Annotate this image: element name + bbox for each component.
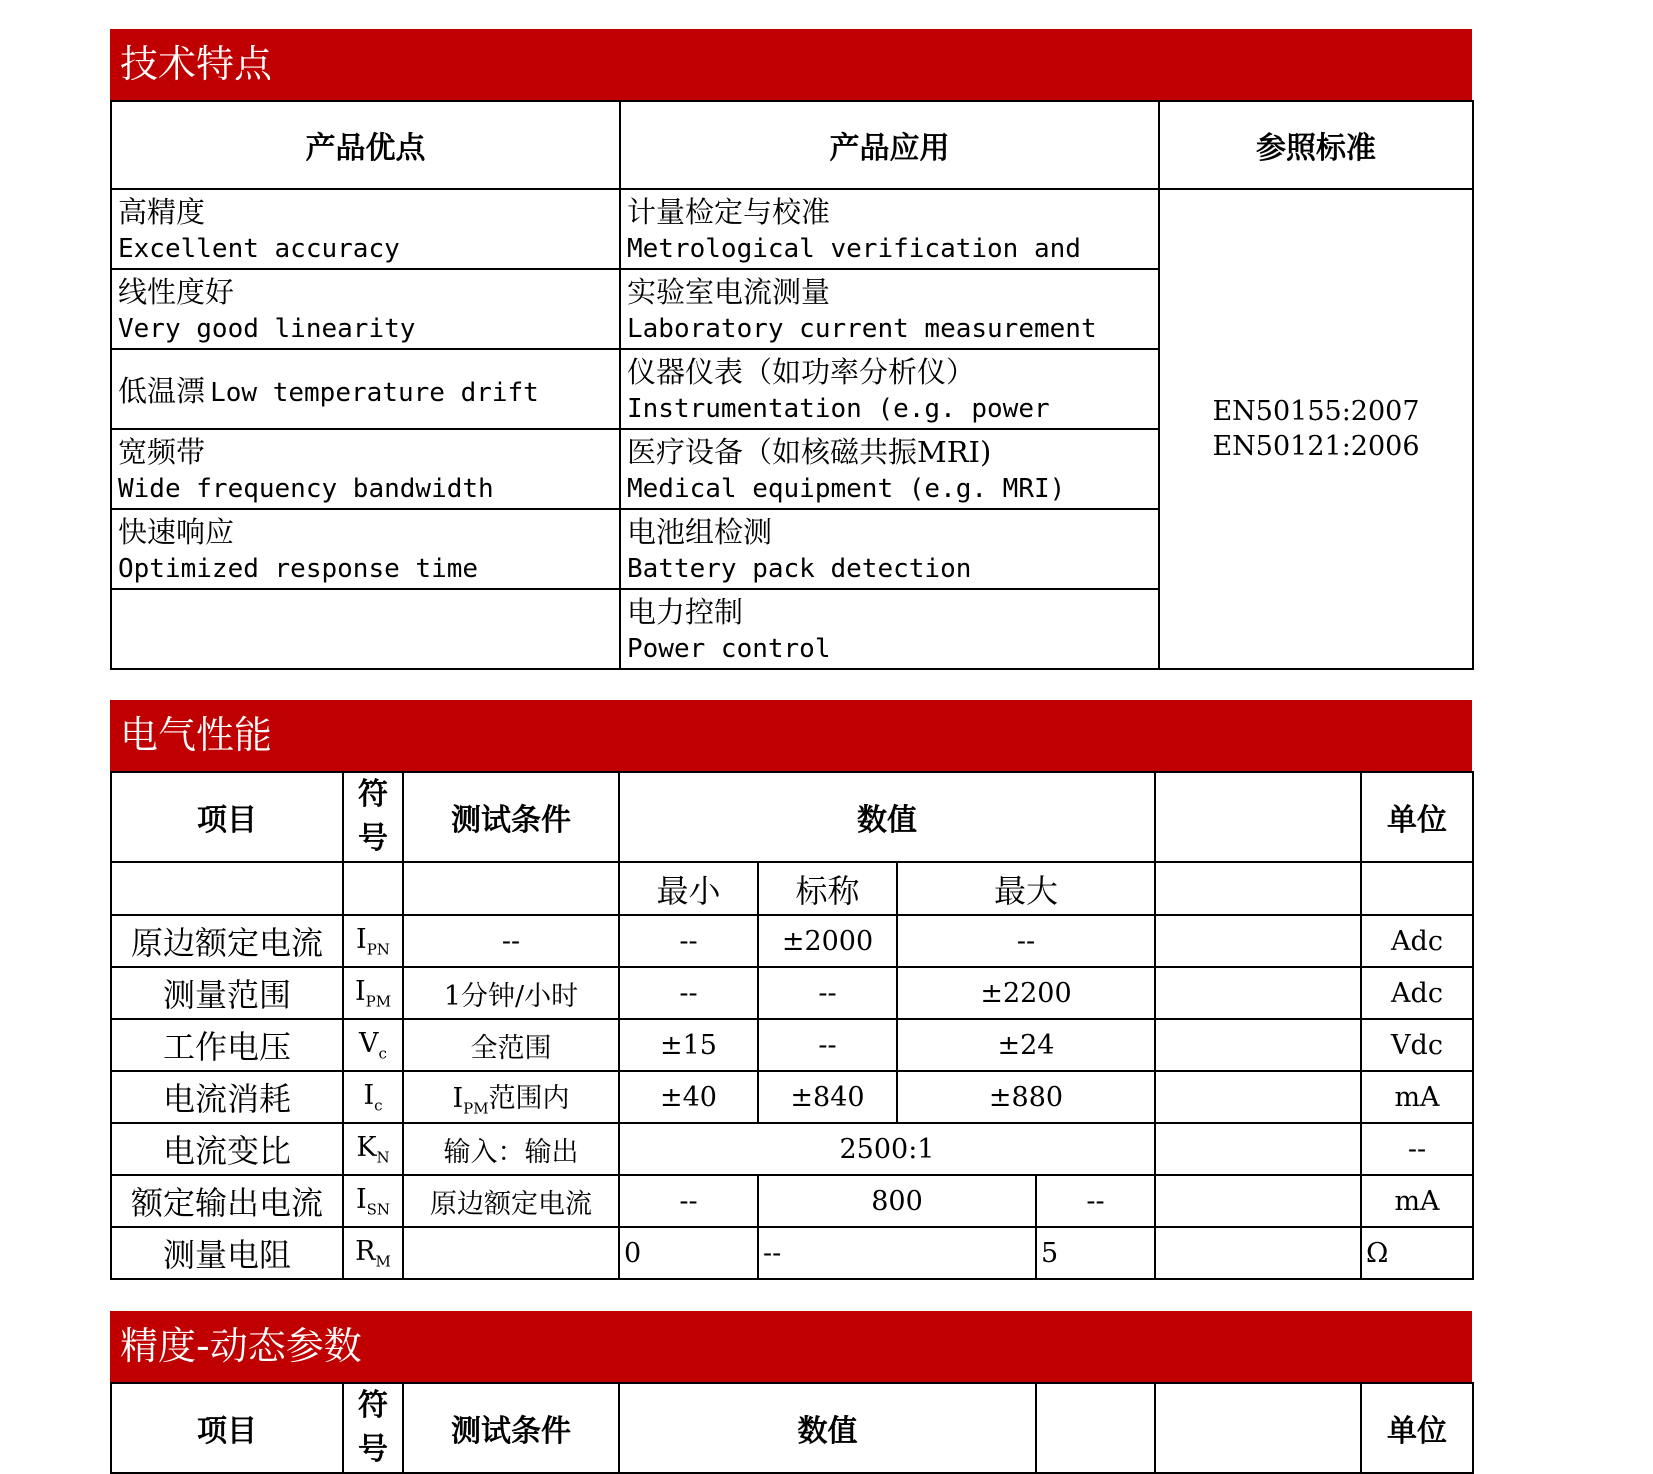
row-item: 测量电阻 (111, 1227, 343, 1279)
symbol-base: I (356, 923, 367, 955)
symbol-sub: PN (366, 940, 390, 959)
electrical-table (110, 771, 1474, 1280)
advantage-cell (111, 349, 620, 429)
advantage-en: Wide frequency bandwidth (118, 474, 494, 504)
advantage-en: Very good linearity (118, 314, 416, 344)
symbol-base: R (355, 1235, 376, 1267)
application-cell (620, 349, 1159, 429)
accuracy-table (110, 1382, 1474, 1474)
application-zh: 电力控制 (627, 595, 744, 629)
row-unit: Adc (1361, 967, 1473, 1019)
row-min: ±15 (619, 1019, 758, 1071)
header-condition: 测试条件 (403, 1383, 619, 1473)
header-unit: 单位 (1361, 772, 1473, 862)
empty-cell (1361, 862, 1473, 915)
row-symbol (343, 1227, 403, 1279)
application-en: Laboratory current measurement (627, 314, 1097, 344)
advantage-zh: 低温漂 (118, 373, 206, 408)
header-symbol-2: 号 (358, 1432, 388, 1467)
standards-cell (1159, 189, 1473, 669)
row-unit: -- (1361, 1123, 1473, 1175)
row-min: -- (619, 967, 758, 1019)
application-cell (620, 189, 1159, 269)
table-row (111, 1123, 1473, 1175)
header-symbol-1: 符 (358, 777, 388, 812)
standard-2: EN50121:2006 (1212, 431, 1420, 462)
application-en: Metrological verification and (627, 234, 1081, 264)
cond-suffix: 范围内 (488, 1083, 570, 1115)
cond-sub: PM (463, 1099, 489, 1118)
header-blank (1155, 772, 1361, 862)
header-item: 项目 (111, 1383, 343, 1473)
row-condition: 全范围 (403, 1019, 619, 1071)
application-en: Medical equipment (e.g. MRI) (627, 474, 1066, 504)
application-cell (620, 429, 1159, 509)
header-value: 数值 (619, 1383, 1036, 1473)
symbol-base: V (359, 1027, 379, 1059)
symbol-base: I (355, 1183, 367, 1215)
table-row (111, 1227, 1473, 1279)
advantage-zh: 线性度好 (118, 275, 235, 309)
table-row (111, 1019, 1473, 1071)
header-standards: 参照标准 (1159, 101, 1473, 189)
header-unit: 单位 (1361, 1383, 1473, 1473)
row-nom: -- (758, 967, 897, 1019)
row-min: -- (619, 1175, 758, 1227)
table-row (111, 1175, 1473, 1227)
symbol-sub: c (378, 1044, 387, 1063)
application-zh: 电池组检测 (627, 515, 773, 549)
row-item: 额定输出电流 (111, 1175, 343, 1227)
empty-cell (343, 862, 403, 915)
standard-1: EN50155:2007 (1212, 396, 1420, 427)
empty-cell (1155, 1175, 1361, 1227)
row-nom: ±2000 (758, 915, 897, 967)
header-symbol-1: 符 (358, 1388, 388, 1423)
header-blank (1155, 1383, 1361, 1473)
empty-cell (111, 589, 620, 669)
row-symbol (343, 915, 403, 967)
application-cell (620, 509, 1159, 589)
empty-cell (403, 862, 619, 915)
advantage-zh: 高精度 (118, 195, 206, 229)
header-item: 项目 (111, 772, 343, 862)
row-nom: -- (758, 1019, 897, 1071)
subheader-max: 最大 (897, 862, 1155, 915)
section-title-electrical: 电气性能 (110, 700, 1472, 771)
application-zh: 计量检定与校准 (627, 195, 831, 229)
row-symbol (343, 967, 403, 1019)
header-symbol (343, 1383, 403, 1473)
application-cell (620, 269, 1159, 349)
header-advantages: 产品优点 (111, 101, 620, 189)
advantage-cell (111, 269, 620, 349)
section-title-accuracy-dynamic: 精度-动态参数 (110, 1311, 1472, 1382)
cond-prefix: I (452, 1083, 464, 1115)
row-min: 0 (619, 1227, 758, 1279)
row-item: 电流变比 (111, 1123, 343, 1175)
header-applications: 产品应用 (620, 101, 1159, 189)
subheader-min: 最小 (619, 862, 758, 915)
advantage-en: Excellent accuracy (118, 234, 400, 264)
row-max: -- (1036, 1175, 1155, 1227)
empty-cell (1155, 1227, 1361, 1279)
application-en: Power control (627, 634, 831, 664)
advantage-cell (111, 509, 620, 589)
row-item: 电流消耗 (111, 1071, 343, 1123)
symbol-base: I (354, 975, 366, 1007)
table-row (111, 1071, 1473, 1123)
row-max: ±880 (897, 1071, 1155, 1123)
row-unit: Ω (1361, 1227, 1473, 1279)
empty-cell (1155, 915, 1361, 967)
row-min: ±40 (619, 1071, 758, 1123)
application-en: Battery pack detection (627, 554, 972, 584)
row-max: ±24 (897, 1019, 1155, 1071)
row-condition (403, 1071, 619, 1123)
row-item: 工作电压 (111, 1019, 343, 1071)
advantage-zh: 快速响应 (118, 515, 235, 549)
symbol-base: I (363, 1079, 375, 1111)
row-item: 原边额定电流 (111, 915, 343, 967)
empty-cell (1155, 862, 1361, 915)
empty-cell (1155, 1071, 1361, 1123)
empty-cell (1155, 1019, 1361, 1071)
row-min: -- (619, 915, 758, 967)
header-symbol-2: 号 (358, 821, 388, 856)
application-en: Instrumentation (e.g. power (627, 394, 1050, 424)
header-condition: 测试条件 (403, 772, 619, 862)
row-nom: ±840 (758, 1071, 897, 1123)
header-symbol (343, 772, 403, 862)
symbol-sub: M (375, 1252, 391, 1271)
row-condition: 1分钟/小时 (403, 967, 619, 1019)
tech-features-table (110, 100, 1474, 670)
advantage-zh: 宽频带 (118, 435, 206, 469)
row-condition: 原边额定电流 (403, 1175, 619, 1227)
application-cell (620, 589, 1159, 669)
empty-cell (1155, 1123, 1361, 1175)
row-symbol (343, 1019, 403, 1071)
advantage-cell (111, 429, 620, 509)
row-symbol (343, 1175, 403, 1227)
row-unit: Adc (1361, 915, 1473, 967)
row-symbol (343, 1123, 403, 1175)
row-unit: Vdc (1361, 1019, 1473, 1071)
symbol-sub: c (374, 1096, 383, 1115)
empty-cell (1155, 967, 1361, 1019)
application-zh: 实验室电流测量 (627, 275, 831, 309)
header-blank (1036, 1383, 1155, 1473)
advantage-cell (111, 189, 620, 269)
subheader-nom: 标称 (758, 862, 897, 915)
row-max: 5 (1036, 1227, 1155, 1279)
row-nom: 800 (758, 1175, 1036, 1227)
row-value: 2500:1 (619, 1123, 1155, 1175)
symbol-sub: PM (365, 992, 392, 1011)
section-title-tech-features: 技术特点 (110, 29, 1472, 100)
row-item: 测量范围 (111, 967, 343, 1019)
row-symbol (343, 1071, 403, 1123)
row-condition: -- (403, 915, 619, 967)
row-unit: mA (1361, 1175, 1473, 1227)
empty-cell (111, 862, 343, 915)
symbol-sub: SN (366, 1200, 391, 1219)
row-condition: 输入：输出 (403, 1123, 619, 1175)
row-max: -- (897, 915, 1155, 967)
application-zh: 医疗设备（如核磁共振MRI) (627, 435, 992, 469)
table-row (111, 967, 1473, 1019)
symbol-sub: N (376, 1148, 390, 1167)
application-zh: 仪器仪表（如功率分析仪） (627, 355, 976, 389)
row-condition (403, 1227, 619, 1279)
row-max: ±2200 (897, 967, 1155, 1019)
row-nom: -- (758, 1227, 1036, 1279)
header-value: 数值 (619, 772, 1155, 862)
symbol-base: K (356, 1131, 377, 1163)
advantage-en: Low temperature drift (210, 377, 539, 408)
advantage-en: Optimized response time (118, 554, 479, 584)
row-unit: mA (1361, 1071, 1473, 1123)
table-row (111, 915, 1473, 967)
